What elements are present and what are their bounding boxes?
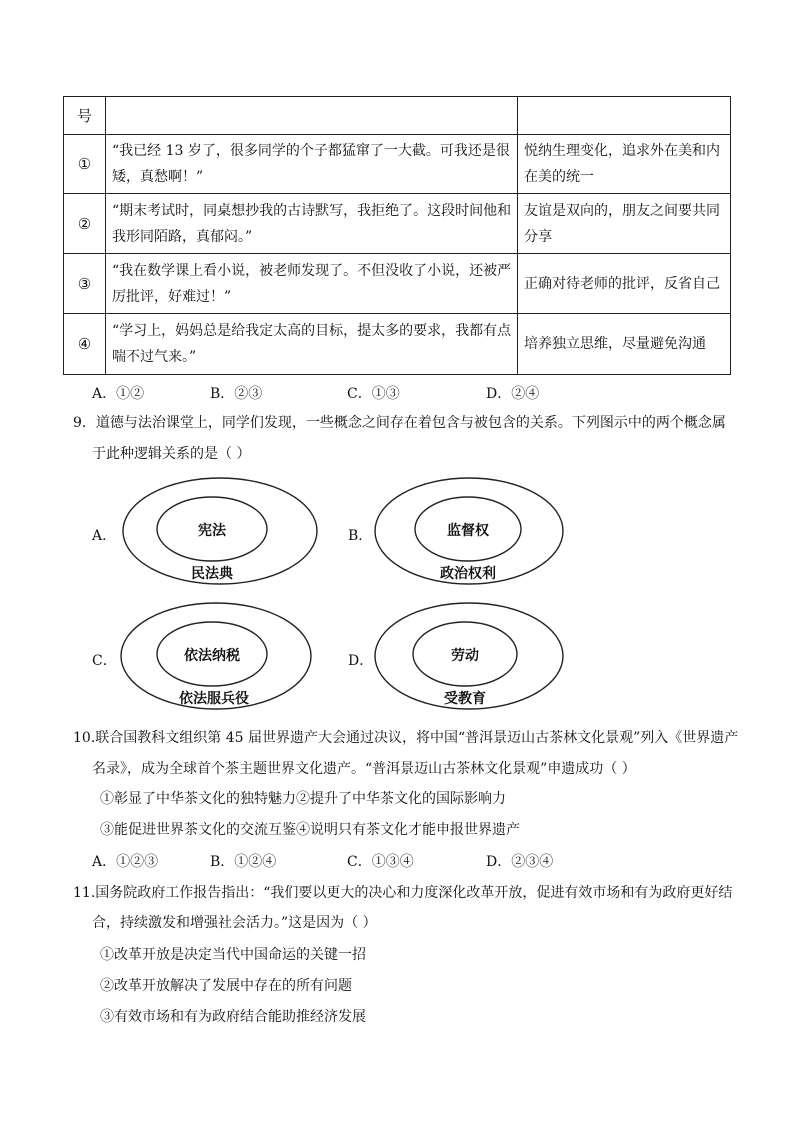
table-header-row: [64, 97, 731, 135]
table-row: [64, 194, 731, 254]
q9-diagram-b: [372, 475, 572, 587]
q9-diagram-c: [118, 600, 318, 712]
q11-stem-line-2: 合，持续激发和增强社会活力。”这是因为（ ）: [92, 915, 377, 931]
row-num: ①: [64, 135, 106, 194]
q10-option-b: B．①②④: [210, 854, 277, 870]
q8-option-d: D．②④: [486, 386, 540, 402]
q10-statement-2: ③能促进世界茶文化的交流互鉴④说明只有茶文化才能申报世界遗产: [100, 822, 520, 838]
outer-label: 受教育: [444, 691, 486, 707]
row-text: “学习上，妈妈总是给我定太高的目标，提太多的要求，我都有点 喘不过气来。”: [106, 314, 518, 375]
row-answer: 培养独立思维，尽量避免沟通: [518, 314, 731, 375]
row-num: ②: [64, 194, 106, 254]
outer-label: 政治权利: [440, 566, 496, 582]
q8-option-a: A．①②: [92, 386, 145, 402]
outer-label: 依法服兵役: [179, 691, 249, 707]
table-header-num: 号: [64, 97, 106, 135]
q8-option-b: B．②③: [210, 386, 263, 402]
q9-diagram-b-label: B．: [348, 528, 373, 544]
row-answer: 友谊是双向的，朋友之间要共同 分享: [518, 194, 731, 254]
q9-stem-line-2: 于此种逻辑关系的是（ ）: [92, 446, 251, 462]
q11-stem-line-1: 11.国务院政府工作报告指出：“我们要以更大的决心和力度深化改革开放，促进有效市场和有为政府更好结: [73, 885, 733, 901]
q11-statement-3: ③有效市场和有为政府结合能助推经济发展: [100, 1009, 366, 1025]
row-text: “我在数学课上看小说，被老师发现了。不但没收了小说，还被严 厉批评，好难过！”: [106, 254, 518, 314]
inner-label: 劳动: [451, 648, 479, 664]
q9-diagram-d: [372, 600, 572, 712]
row-answer: 正确对待老师的批评，反省自己: [518, 254, 731, 314]
q9-stem-line-1: 9．道德与法治课堂上，同学们发现，一些概念之间存在着包含与被包含的关系。下列图示中的两个概念属: [73, 415, 726, 431]
q10-option-c: C．①③④: [347, 854, 414, 870]
q10-option-d: D．②③④: [486, 854, 554, 870]
row-answer: 悦纳生理变化，追求外在美和内 在美的统一: [518, 135, 731, 194]
table-row: [64, 254, 731, 314]
q10-stem-line-2: 名录》，成为全球首个茶主题世界文化遗产。“普洱景迈山古茶林文化景观”申遗成功（ ）: [92, 761, 636, 777]
q9-diagram-c-label: C．: [92, 653, 117, 669]
q10-stem-line-1: 10.联合国教科文组织第 45 届世界遗产大会通过决议，将中国“普洱景迈山古茶林文化景观”列入《世界遗产: [73, 730, 739, 746]
q9-diagram-a: [120, 475, 320, 587]
q9-diagram-a-label: A．: [92, 528, 117, 544]
row-num: ④: [64, 314, 106, 375]
inner-label: 宪法: [198, 523, 226, 539]
table-row: [64, 135, 731, 194]
table-row: [64, 314, 731, 375]
row-text: “期末考试时，同桌想抄我的古诗默写，我拒绝了。这段时间他和 我形同陌路，真郁闷。”: [106, 194, 518, 254]
q8-option-c: C．①③: [347, 386, 400, 402]
row-text: “我已经 13 岁了，很多同学的个子都猛窜了一大截。可我还是很 矮，真愁啊！”: [106, 135, 518, 194]
q10-option-a: A．①②③: [92, 854, 159, 870]
q10-statement-1: ①彰显了中华茶文化的独特魅力②提升了中华茶文化的国际影响力: [100, 791, 506, 807]
q8-table: [63, 96, 731, 375]
q11-statement-2: ②改革开放解决了发展中存在的所有问题: [100, 978, 352, 994]
outer-label: 民法典: [191, 566, 233, 582]
q11-statement-1: ①改革开放是决定当代中国命运的关键一招: [100, 947, 366, 963]
inner-label: 监督权: [447, 523, 489, 539]
row-num: ③: [64, 254, 106, 314]
inner-label: 依法纳税: [184, 648, 240, 664]
q9-diagram-d-label: D．: [348, 653, 374, 669]
